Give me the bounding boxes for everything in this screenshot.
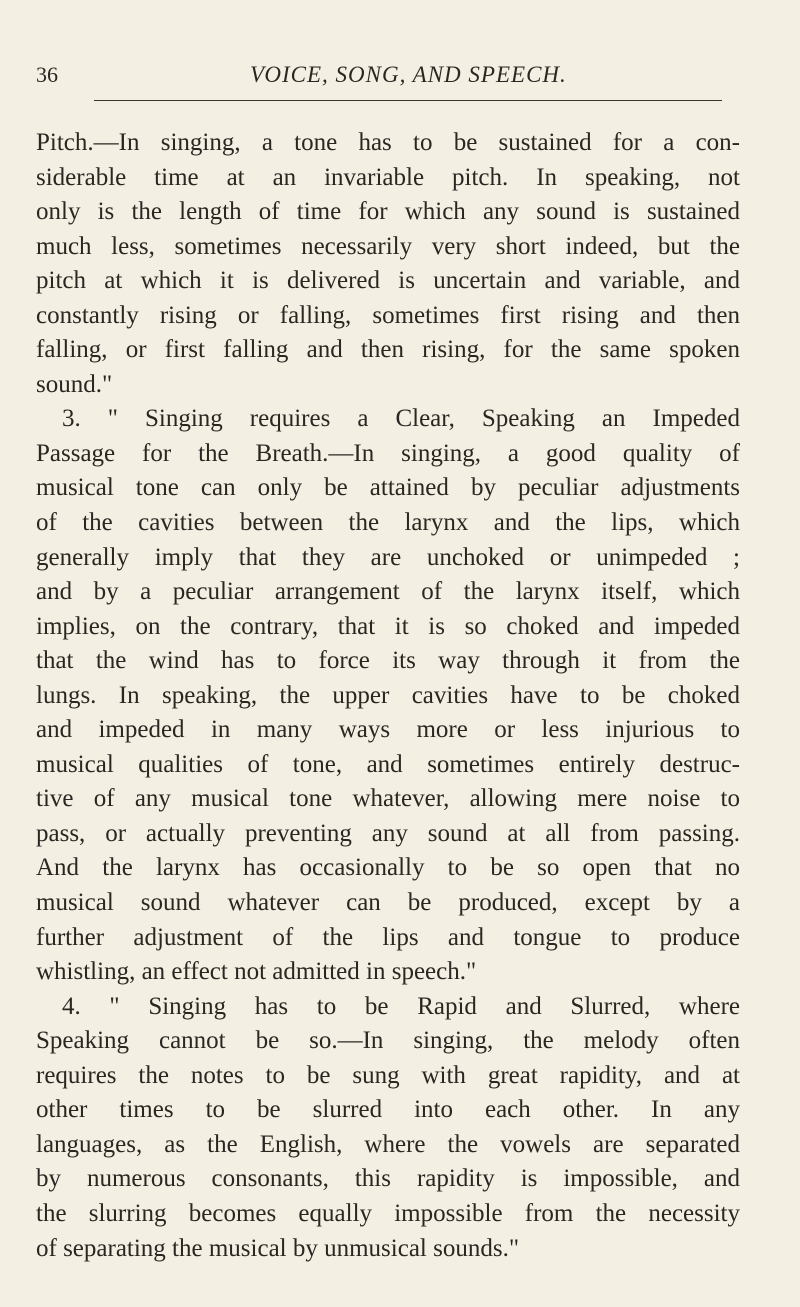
text-line: generally imply that they are unchoked or unimpeded ; bbox=[36, 543, 740, 571]
text-line: implies, on the contrary, that it is so choked and impeded bbox=[36, 612, 740, 640]
text-line: pitch at which it is delivered is uncertain and variable, and bbox=[36, 267, 740, 295]
page-number: 36 bbox=[36, 62, 58, 87]
text-line: of separating the musical by unmusical sounds." bbox=[36, 1234, 520, 1262]
text-line: siderable time at an invariable pitch. In speaking, not bbox=[36, 163, 740, 191]
paragraph-4-rapid bbox=[36, 990, 740, 1266]
text-line: Passage for the Breath.—In singing, a good quality of bbox=[36, 439, 740, 467]
text-line: pass, or actually preventing any sound at all from passing. bbox=[36, 819, 740, 847]
text-line: And the larynx has occasionally to be so open that no bbox=[36, 854, 740, 882]
body-text bbox=[36, 126, 740, 1266]
text-line: musical sound whatever can be produced, except by a bbox=[36, 889, 740, 917]
text-line: only is the length of time for which any sound is sustained bbox=[36, 198, 740, 226]
text-line: of the cavities between the larynx and the lips, which bbox=[36, 509, 740, 537]
text-line: Speaking cannot be so.—In singing, the melody often bbox=[36, 1027, 740, 1055]
text-line: musical tone can only be attained by peculiar adjustments bbox=[36, 474, 740, 502]
header-rule bbox=[94, 100, 722, 101]
text-line: requires the notes to be sung with great rapidity, and at bbox=[36, 1061, 740, 1089]
text-line: lungs. In speaking, the upper cavities have to be choked bbox=[36, 681, 740, 709]
text-line: falling, or first falling and then rising, for the same spoken bbox=[36, 336, 740, 364]
text-line: and by a peculiar arrangement of the larynx itself, which bbox=[36, 578, 740, 606]
paragraph-3-breath bbox=[36, 402, 740, 989]
running-head bbox=[0, 62, 800, 96]
text-line: musical qualities of tone, and sometimes entirely destruc- bbox=[36, 750, 740, 778]
text-line: Pitch.—In singing, a tone has to be sustained for a con- bbox=[36, 129, 740, 156]
text-line: languages, as the English, where the vowels are separated bbox=[36, 1130, 740, 1158]
text-line: sound." bbox=[36, 370, 113, 398]
section-heading-line: 4. " Singing has to be Rapid and Slurred, where bbox=[62, 992, 740, 1020]
text-line: much less, sometimes necessarily very short indeed, but the bbox=[36, 232, 740, 260]
section-heading-line: 3. " Singing requires a Clear, Speaking an Impeded bbox=[62, 405, 740, 433]
text-line: tive of any musical tone whatever, allowing mere noise to bbox=[36, 785, 740, 813]
text-line: the slurring becomes equally impossible from the necessity bbox=[36, 1199, 740, 1227]
text-line: and impeded in many ways more or less injurious to bbox=[36, 716, 740, 744]
text-line: by numerous consonants, this rapidity is impossible, and bbox=[36, 1165, 740, 1193]
running-title: VOICE, SONG, AND SPEECH. bbox=[250, 62, 567, 87]
text-line: further adjustment of the lips and tongue to produce bbox=[36, 923, 740, 951]
text-line: constantly rising or falling, sometimes first rising and then bbox=[36, 301, 740, 329]
text-line: other times to be slurred into each other. In any bbox=[36, 1096, 740, 1124]
text-line: that the wind has to force its way through it from the bbox=[36, 647, 740, 675]
text-line: whistling, an effect not admitted in speech." bbox=[36, 958, 477, 986]
paragraph-pitch bbox=[36, 126, 740, 402]
